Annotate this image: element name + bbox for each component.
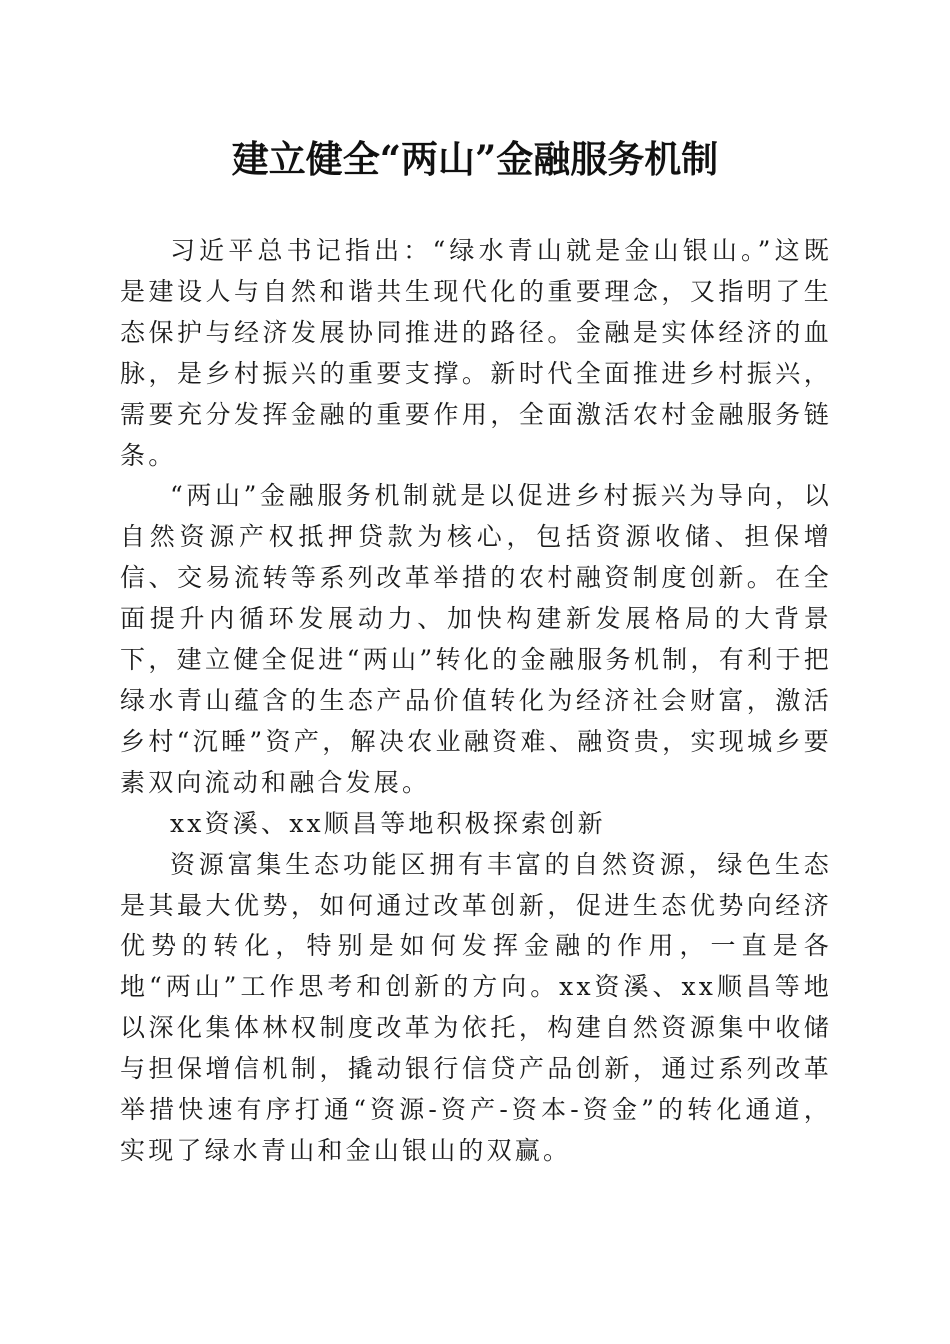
section-heading: xx资溪、xx顺昌等地积极探索创新 xyxy=(170,808,606,838)
paragraph-intro: 习近平总书记指出：“绿水青山就是金山银山。”这既是建设人与自然和谐共生现代化的重要理念，又指明了生态保护与经济发展协同推进的路径。金融是实体经济的血脉，是乡村振兴的重要支撑。新时代全面推进乡村振兴，需要充分发挥金融的重要作用，全面激活农村金融服务链条。 xyxy=(120,236,832,470)
document-title: 建立健全“两山”金融服务机制 xyxy=(231,137,719,181)
document-body xyxy=(120,231,832,1172)
paragraph-mechanism: “两山”金融服务机制就是以促进乡村振兴为导向，以自然资源产权抵押贷款为核心，包括资源收储、担保增信、交易流转等系列改革举措的农村融资制度创新。在全面提升内循环发展动力、加快构建新发展格局的大背景下，建立健全促进“两山”转化的金融服务机制，有利于把绿水青山蕴含的生态产品价值转化为经济社会财富，激活乡村“沉睡”资产，解决农业融资难、融资贵，实现城乡要素双向流动和融合发展。 xyxy=(120,481,832,797)
paragraph-practice: 资源富集生态功能区拥有丰富的自然资源，绿色生态是其最大优势，如何通过改革创新，促进生态优势向经济优势的转化，特别是如何发挥金融的作用，一直是各地“两山”工作思考和创新的方向。xx资溪、xx顺昌等地以深化集体林权制度改革为依托，构建自然资源集中收储与担保增信机制，撬动银行信贷产品创新，通过系列改革举措快速有序打通“资源-资产-资本-资金”的转化通道，实现了绿水青山和金山银山的双赢。 xyxy=(120,849,832,1165)
